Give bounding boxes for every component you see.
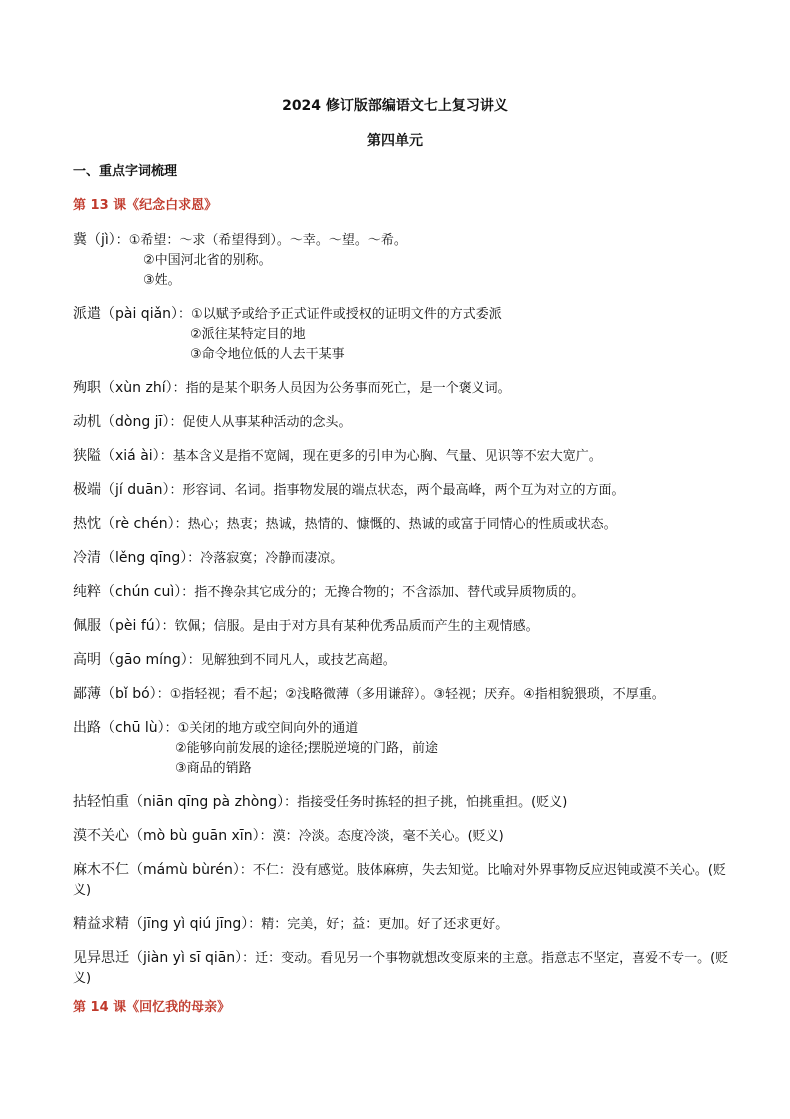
definition: ：指不搀杂其它成分的；无搀合物的；不含添加、替代或异质物质的。 [181, 585, 585, 600]
vocabulary-list [73, 230, 733, 1002]
definition: ：迁：变动。看见另一个事物就想改变原来的主意。指意志不坚定，喜爱不专一。(贬义) [73, 951, 729, 986]
list-item [73, 548, 733, 569]
definition: ：指接受任务时拣轻的担子挑，怕挑重担。(贬义) [284, 795, 568, 810]
term: 拈轻怕重（niān qīng pà zhòng） [73, 794, 285, 810]
definition: ：形容词、名词。指事物发展的端点状态，两个最高峰，两个互为对立的方面。 [169, 483, 625, 498]
definition: ：冷落寂寞；冷静而凄凉。 [187, 551, 344, 566]
term: 动机（dòng jī） [73, 414, 170, 430]
term: 冀（jì） [73, 232, 116, 248]
definition: ：热心；热衷；热诚，热情的、慷慨的、热诚的或富于同情心的性质或状态。 [174, 517, 617, 532]
list-item [73, 378, 733, 399]
definition: ：①希望：～求（希望得到）。～幸。～望。～希。 [115, 233, 407, 248]
definition: ：①以赋予或给予正式证件或授权的证明文件的方式委派 [178, 307, 502, 322]
list-item [73, 792, 733, 813]
list-item [73, 650, 733, 671]
sub-definition: ②中国河北省的别称。 [143, 253, 272, 268]
list-item [73, 514, 733, 535]
term: 派遣（pài qiǎn） [73, 306, 179, 322]
definition: ：精：完美，好；益：更加。好了还求更好。 [248, 917, 509, 932]
sub-definition: ③姓。 [143, 273, 181, 288]
term: 精益求精（jīng yì qiú jīng） [73, 916, 249, 932]
list-item [73, 684, 733, 705]
list-item [73, 446, 733, 467]
list-item [73, 860, 733, 901]
definition: ：漠：冷淡。态度冷淡，毫不关心。(贬义) [259, 829, 504, 844]
lesson-13-heading: 第 13 课《纪念白求恩》 [73, 198, 218, 213]
term: 漠不关心（mò bù guān xīn） [73, 828, 260, 844]
list-item [73, 616, 733, 637]
definition: ：钦佩；信服。是由于对方具有某种优秀品质而产生的主观情感。 [161, 619, 539, 634]
term: 殉职（xùn zhí） [73, 380, 173, 396]
definition: ：①关闭的地方或空间向外的通道 [164, 721, 359, 736]
list-item [73, 948, 733, 989]
section-heading: 一、重点字词梳理 [73, 164, 178, 179]
definition: ：指的是某个职务人员因为公务事而死亡，是一个褒义词。 [172, 381, 511, 396]
definition: ：不仁：没有感觉。肢体麻痹，失去知觉。比喻对外界事物反应迟钝或漠不关心。(贬义) [73, 863, 726, 898]
term: 见异思迁（jiàn yì sī qiān） [73, 950, 243, 966]
list-item [73, 304, 733, 365]
term: 出路（chū lù） [73, 720, 165, 736]
definition: ：促使人从事某种活动的念头。 [169, 415, 352, 430]
document-title: 2024 修订版部编语文七上复习讲义 [282, 98, 508, 114]
sub-definition: ③商品的销路 [175, 761, 252, 776]
definition: ：见解独到不同凡人，或技艺高超。 [187, 653, 396, 668]
list-item [73, 826, 733, 847]
list-item [73, 230, 733, 291]
list-item [73, 480, 733, 501]
list-item [73, 718, 733, 779]
term: 鄙薄（bǐ bó） [73, 686, 157, 702]
term: 纯粹（chún cuì） [73, 584, 182, 600]
list-item [73, 582, 733, 603]
list-item [73, 914, 733, 935]
term: 极端（jí duān） [73, 482, 170, 498]
term: 冷清（lěng qīng） [73, 550, 188, 566]
term: 佩服（pèi fú） [73, 618, 162, 634]
term: 狭隘（xiá ài） [73, 448, 160, 464]
sub-definition: ②能够向前发展的途径;摆脱逆境的门路，前途 [175, 741, 439, 756]
definition: ：①指轻视；看不起；②浅略微薄（多用谦辞）。③轻视；厌弃。④指相貌猥琐，不厚重。 [156, 687, 665, 702]
unit-title: 第四单元 [367, 133, 423, 149]
term: 热忱（rè chén） [73, 516, 175, 532]
term: 高明（gāo míng） [73, 652, 188, 668]
lesson-14-heading: 第 14 课《回忆我的母亲》 [73, 1000, 231, 1015]
sub-definition: ③命令地位低的人去干某事 [190, 347, 345, 362]
term: 麻木不仁（mámù bùrén） [73, 862, 240, 878]
definition: ：基本含义是指不宽阔，现在更多的引申为心胸、气量、见识等不宏大宽广。 [159, 449, 602, 464]
list-item [73, 412, 733, 433]
sub-definition: ②派往某特定目的地 [190, 327, 306, 342]
